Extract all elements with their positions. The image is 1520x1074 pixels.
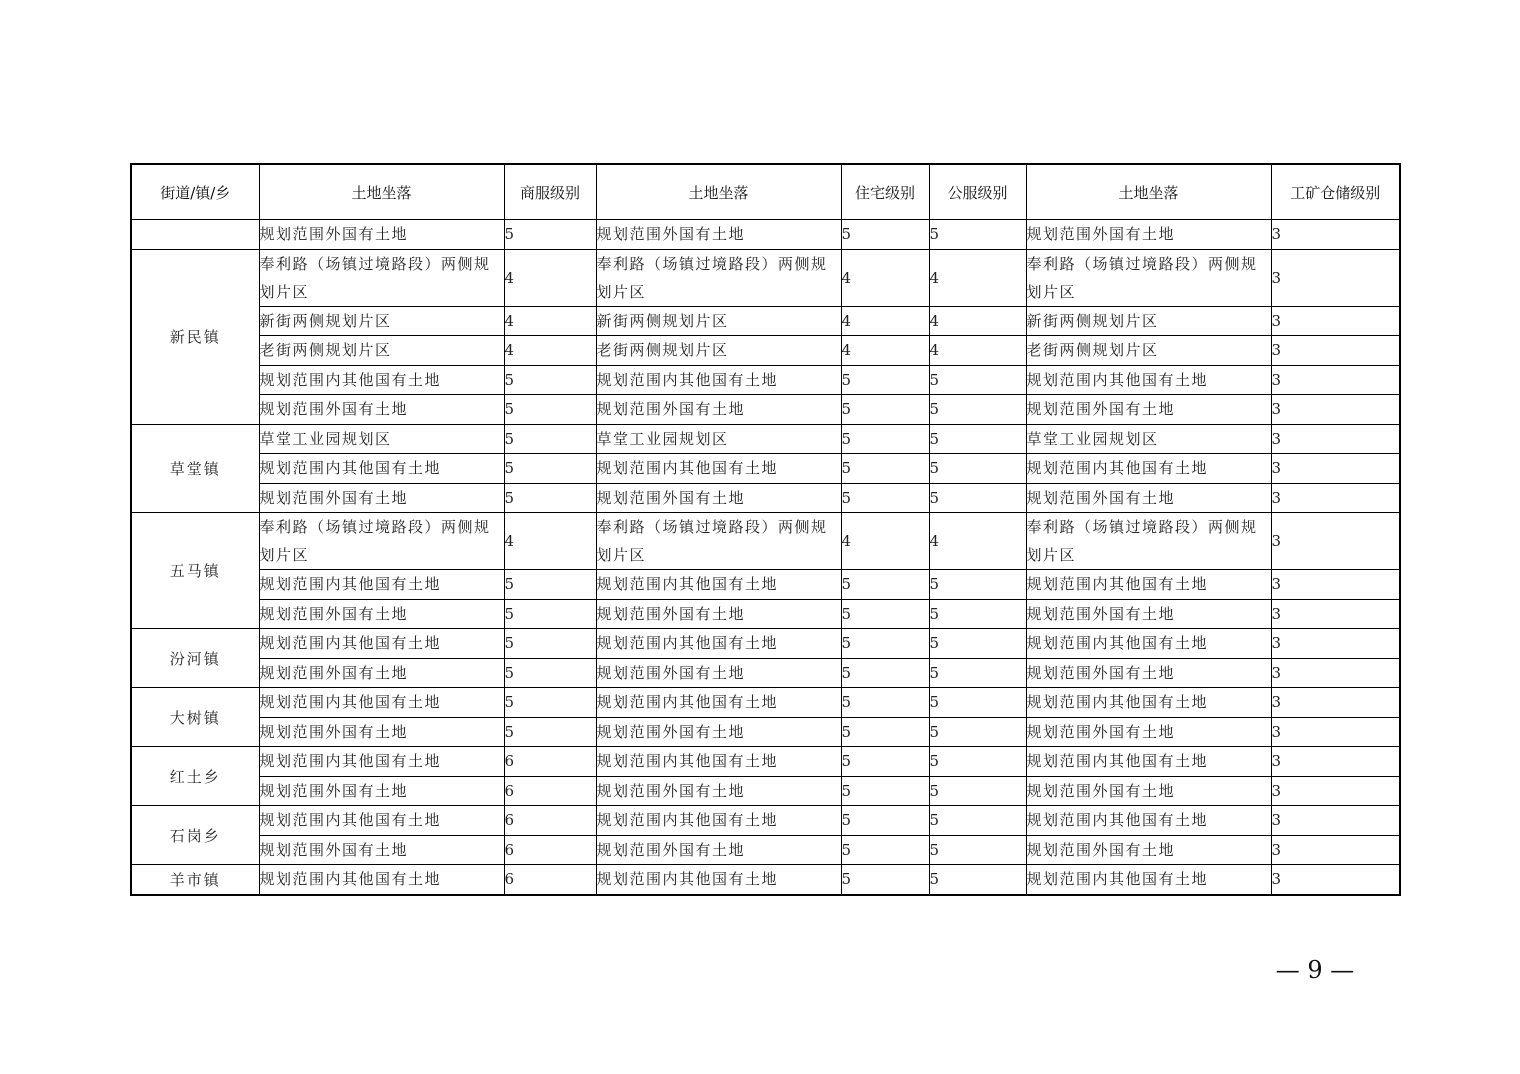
residential-grade-cell: 4 <box>841 513 929 570</box>
commercial-grade-cell: 6 <box>504 865 596 895</box>
residential-grade-cell: 5 <box>841 483 929 513</box>
public-service-grade-cell: 5 <box>929 688 1026 718</box>
public-service-grade-cell: 5 <box>929 483 1026 513</box>
table-row <box>131 865 1400 895</box>
location-industrial-cell: 草堂工业园规划区 <box>1026 424 1271 454</box>
industrial-grade-cell: 3 <box>1271 249 1400 306</box>
town-cell: 羊市镇 <box>131 865 259 895</box>
industrial-grade-cell: 3 <box>1271 717 1400 747</box>
industrial-grade-cell: 3 <box>1271 688 1400 718</box>
location-commercial-cell: 新街两侧规划片区 <box>259 306 504 336</box>
public-service-grade-cell: 5 <box>929 658 1026 688</box>
table-row <box>131 776 1400 806</box>
public-service-grade-cell: 5 <box>929 220 1026 250</box>
public-service-grade-cell: 5 <box>929 865 1026 895</box>
location-industrial-cell: 规划范围外国有土地 <box>1026 395 1271 425</box>
table-row <box>131 220 1400 250</box>
table-row <box>131 424 1400 454</box>
location-commercial-cell: 奉利路（场镇过境路段）两侧规划片区 <box>259 249 504 306</box>
location-industrial-cell: 奉利路（场镇过境路段）两侧规划片区 <box>1026 513 1271 570</box>
public-service-grade-cell: 5 <box>929 806 1026 836</box>
location-commercial-cell: 规划范围外国有土地 <box>259 835 504 865</box>
location-commercial-cell: 规划范围外国有土地 <box>259 483 504 513</box>
location-industrial-cell: 规划范围内其他国有土地 <box>1026 454 1271 484</box>
commercial-grade-cell: 6 <box>504 747 596 777</box>
table-row <box>131 688 1400 718</box>
header-industrial-grade: 工矿仓储级别 <box>1271 164 1400 220</box>
location-commercial-cell: 规划范围内其他国有土地 <box>259 747 504 777</box>
public-service-grade-cell: 5 <box>929 395 1026 425</box>
residential-grade-cell: 5 <box>841 220 929 250</box>
location-residential-cell: 规划范围外国有土地 <box>596 717 841 747</box>
public-service-grade-cell: 5 <box>929 599 1026 629</box>
location-commercial-cell: 老街两侧规划片区 <box>259 336 504 366</box>
location-residential-cell: 规划范围外国有土地 <box>596 395 841 425</box>
table-row <box>131 306 1400 336</box>
town-cell: 新民镇 <box>131 249 259 424</box>
location-industrial-cell: 规划范围外国有土地 <box>1026 658 1271 688</box>
public-service-grade-cell: 5 <box>929 717 1026 747</box>
commercial-grade-cell: 5 <box>504 658 596 688</box>
table-row <box>131 365 1400 395</box>
industrial-grade-cell: 3 <box>1271 776 1400 806</box>
location-industrial-cell: 规划范围内其他国有土地 <box>1026 629 1271 659</box>
public-service-grade-cell: 4 <box>929 513 1026 570</box>
table-row <box>131 570 1400 600</box>
town-cell: 石岗乡 <box>131 806 259 865</box>
commercial-grade-cell: 5 <box>504 688 596 718</box>
location-industrial-cell: 规划范围外国有土地 <box>1026 220 1271 250</box>
location-commercial-cell: 规划范围外国有土地 <box>259 776 504 806</box>
industrial-grade-cell: 3 <box>1271 306 1400 336</box>
table-row <box>131 513 1400 570</box>
table-row <box>131 629 1400 659</box>
location-commercial-cell: 规划范围内其他国有土地 <box>259 806 504 836</box>
commercial-grade-cell: 5 <box>504 220 596 250</box>
public-service-grade-cell: 5 <box>929 454 1026 484</box>
location-residential-cell: 新街两侧规划片区 <box>596 306 841 336</box>
commercial-grade-cell: 4 <box>504 336 596 366</box>
location-industrial-cell: 奉利路（场镇过境路段）两侧规划片区 <box>1026 249 1271 306</box>
location-residential-cell: 老街两侧规划片区 <box>596 336 841 366</box>
public-service-grade-cell: 5 <box>929 365 1026 395</box>
town-cell: 红土乡 <box>131 747 259 806</box>
residential-grade-cell: 5 <box>841 835 929 865</box>
industrial-grade-cell: 3 <box>1271 629 1400 659</box>
residential-grade-cell: 5 <box>841 599 929 629</box>
location-commercial-cell: 草堂工业园规划区 <box>259 424 504 454</box>
location-commercial-cell: 规划范围内其他国有土地 <box>259 570 504 600</box>
location-commercial-cell: 规划范围内其他国有土地 <box>259 865 504 895</box>
industrial-grade-cell: 3 <box>1271 220 1400 250</box>
residential-grade-cell: 4 <box>841 336 929 366</box>
industrial-grade-cell: 3 <box>1271 395 1400 425</box>
residential-grade-cell: 4 <box>841 249 929 306</box>
industrial-grade-cell: 3 <box>1271 365 1400 395</box>
commercial-grade-cell: 5 <box>504 717 596 747</box>
table-row <box>131 483 1400 513</box>
industrial-grade-cell: 3 <box>1271 658 1400 688</box>
table-row <box>131 599 1400 629</box>
location-residential-cell: 规划范围外国有土地 <box>596 483 841 513</box>
location-residential-cell: 规划范围内其他国有土地 <box>596 865 841 895</box>
location-commercial-cell: 规划范围外国有土地 <box>259 599 504 629</box>
location-commercial-cell: 规划范围内其他国有土地 <box>259 365 504 395</box>
location-residential-cell: 规划范围外国有土地 <box>596 220 841 250</box>
commercial-grade-cell: 5 <box>504 483 596 513</box>
location-residential-cell: 规划范围内其他国有土地 <box>596 629 841 659</box>
location-residential-cell: 草堂工业园规划区 <box>596 424 841 454</box>
industrial-grade-cell: 3 <box>1271 513 1400 570</box>
industrial-grade-cell: 3 <box>1271 599 1400 629</box>
location-residential-cell: 规划范围内其他国有土地 <box>596 747 841 777</box>
table-row <box>131 658 1400 688</box>
location-industrial-cell: 规划范围内其他国有土地 <box>1026 570 1271 600</box>
commercial-grade-cell: 4 <box>504 513 596 570</box>
table-header-row <box>131 164 1400 220</box>
location-residential-cell: 规划范围外国有土地 <box>596 776 841 806</box>
location-industrial-cell: 老街两侧规划片区 <box>1026 336 1271 366</box>
commercial-grade-cell: 5 <box>504 599 596 629</box>
location-industrial-cell: 新街两侧规划片区 <box>1026 306 1271 336</box>
location-commercial-cell: 规划范围内其他国有土地 <box>259 629 504 659</box>
location-residential-cell: 规划范围内其他国有土地 <box>596 570 841 600</box>
public-service-grade-cell: 4 <box>929 306 1026 336</box>
public-service-grade-cell: 4 <box>929 336 1026 366</box>
location-residential-cell: 奉利路（场镇过境路段）两侧规划片区 <box>596 249 841 306</box>
commercial-grade-cell: 6 <box>504 776 596 806</box>
location-industrial-cell: 规划范围内其他国有土地 <box>1026 688 1271 718</box>
residential-grade-cell: 5 <box>841 717 929 747</box>
location-residential-cell: 规划范围外国有土地 <box>596 835 841 865</box>
location-commercial-cell: 规划范围内其他国有土地 <box>259 454 504 484</box>
location-industrial-cell: 规划范围内其他国有土地 <box>1026 806 1271 836</box>
residential-grade-cell: 5 <box>841 365 929 395</box>
commercial-grade-cell: 5 <box>504 570 596 600</box>
commercial-grade-cell: 5 <box>504 454 596 484</box>
location-commercial-cell: 奉利路（场镇过境路段）两侧规划片区 <box>259 513 504 570</box>
commercial-grade-cell: 5 <box>504 424 596 454</box>
industrial-grade-cell: 3 <box>1271 747 1400 777</box>
location-residential-cell: 规划范围内其他国有土地 <box>596 365 841 395</box>
location-industrial-cell: 规划范围外国有土地 <box>1026 776 1271 806</box>
header-residential-grade: 住宅级别 <box>841 164 929 220</box>
table-row <box>131 747 1400 777</box>
town-cell: 草堂镇 <box>131 424 259 513</box>
table-body <box>131 220 1400 895</box>
location-residential-cell: 规划范围内其他国有土地 <box>596 688 841 718</box>
location-commercial-cell: 规划范围外国有土地 <box>259 395 504 425</box>
residential-grade-cell: 5 <box>841 865 929 895</box>
location-residential-cell: 规划范围外国有土地 <box>596 658 841 688</box>
industrial-grade-cell: 3 <box>1271 483 1400 513</box>
commercial-grade-cell: 5 <box>504 365 596 395</box>
land-grade-table <box>130 163 1401 896</box>
page-number: — 9 — <box>1275 956 1355 984</box>
header-public-service-grade: 公服级别 <box>929 164 1026 220</box>
town-cell: 五马镇 <box>131 513 259 629</box>
location-industrial-cell: 规划范围外国有土地 <box>1026 599 1271 629</box>
table-row <box>131 806 1400 836</box>
table-row <box>131 454 1400 484</box>
location-residential-cell: 规划范围内其他国有土地 <box>596 806 841 836</box>
table-row <box>131 336 1400 366</box>
residential-grade-cell: 5 <box>841 454 929 484</box>
commercial-grade-cell: 4 <box>504 249 596 306</box>
location-commercial-cell: 规划范围外国有土地 <box>259 220 504 250</box>
commercial-grade-cell: 6 <box>504 806 596 836</box>
commercial-grade-cell: 6 <box>504 835 596 865</box>
table-row <box>131 249 1400 306</box>
industrial-grade-cell: 3 <box>1271 806 1400 836</box>
header-location-residential: 土地坐落 <box>596 164 841 220</box>
public-service-grade-cell: 5 <box>929 629 1026 659</box>
town-cell: 汾河镇 <box>131 629 259 688</box>
header-location-industrial: 土地坐落 <box>1026 164 1271 220</box>
residential-grade-cell: 4 <box>841 306 929 336</box>
town-cell <box>131 220 259 250</box>
industrial-grade-cell: 3 <box>1271 424 1400 454</box>
location-industrial-cell: 规划范围外国有土地 <box>1026 483 1271 513</box>
location-industrial-cell: 规划范围内其他国有土地 <box>1026 865 1271 895</box>
public-service-grade-cell: 5 <box>929 570 1026 600</box>
industrial-grade-cell: 3 <box>1271 570 1400 600</box>
commercial-grade-cell: 5 <box>504 629 596 659</box>
location-industrial-cell: 规划范围外国有土地 <box>1026 717 1271 747</box>
residential-grade-cell: 5 <box>841 658 929 688</box>
location-industrial-cell: 规划范围内其他国有土地 <box>1026 365 1271 395</box>
residential-grade-cell: 5 <box>841 570 929 600</box>
location-commercial-cell: 规划范围外国有土地 <box>259 717 504 747</box>
industrial-grade-cell: 3 <box>1271 336 1400 366</box>
header-town: 街道/镇/乡 <box>131 164 259 220</box>
header-commercial-grade: 商服级别 <box>504 164 596 220</box>
industrial-grade-cell: 3 <box>1271 835 1400 865</box>
residential-grade-cell: 5 <box>841 395 929 425</box>
industrial-grade-cell: 3 <box>1271 454 1400 484</box>
public-service-grade-cell: 5 <box>929 424 1026 454</box>
residential-grade-cell: 5 <box>841 747 929 777</box>
header-location-commercial: 土地坐落 <box>259 164 504 220</box>
public-service-grade-cell: 5 <box>929 776 1026 806</box>
table-row <box>131 835 1400 865</box>
location-commercial-cell: 规划范围外国有土地 <box>259 658 504 688</box>
residential-grade-cell: 5 <box>841 424 929 454</box>
location-residential-cell: 奉利路（场镇过境路段）两侧规划片区 <box>596 513 841 570</box>
town-cell: 大树镇 <box>131 688 259 747</box>
commercial-grade-cell: 4 <box>504 306 596 336</box>
residential-grade-cell: 5 <box>841 806 929 836</box>
public-service-grade-cell: 5 <box>929 835 1026 865</box>
location-commercial-cell: 规划范围内其他国有土地 <box>259 688 504 718</box>
table-row <box>131 717 1400 747</box>
residential-grade-cell: 5 <box>841 776 929 806</box>
commercial-grade-cell: 5 <box>504 395 596 425</box>
residential-grade-cell: 5 <box>841 629 929 659</box>
location-residential-cell: 规划范围外国有土地 <box>596 599 841 629</box>
public-service-grade-cell: 4 <box>929 249 1026 306</box>
location-residential-cell: 规划范围内其他国有土地 <box>596 454 841 484</box>
industrial-grade-cell: 3 <box>1271 865 1400 895</box>
location-industrial-cell: 规划范围外国有土地 <box>1026 835 1271 865</box>
residential-grade-cell: 5 <box>841 688 929 718</box>
public-service-grade-cell: 5 <box>929 747 1026 777</box>
table-row <box>131 395 1400 425</box>
location-industrial-cell: 规划范围内其他国有土地 <box>1026 747 1271 777</box>
